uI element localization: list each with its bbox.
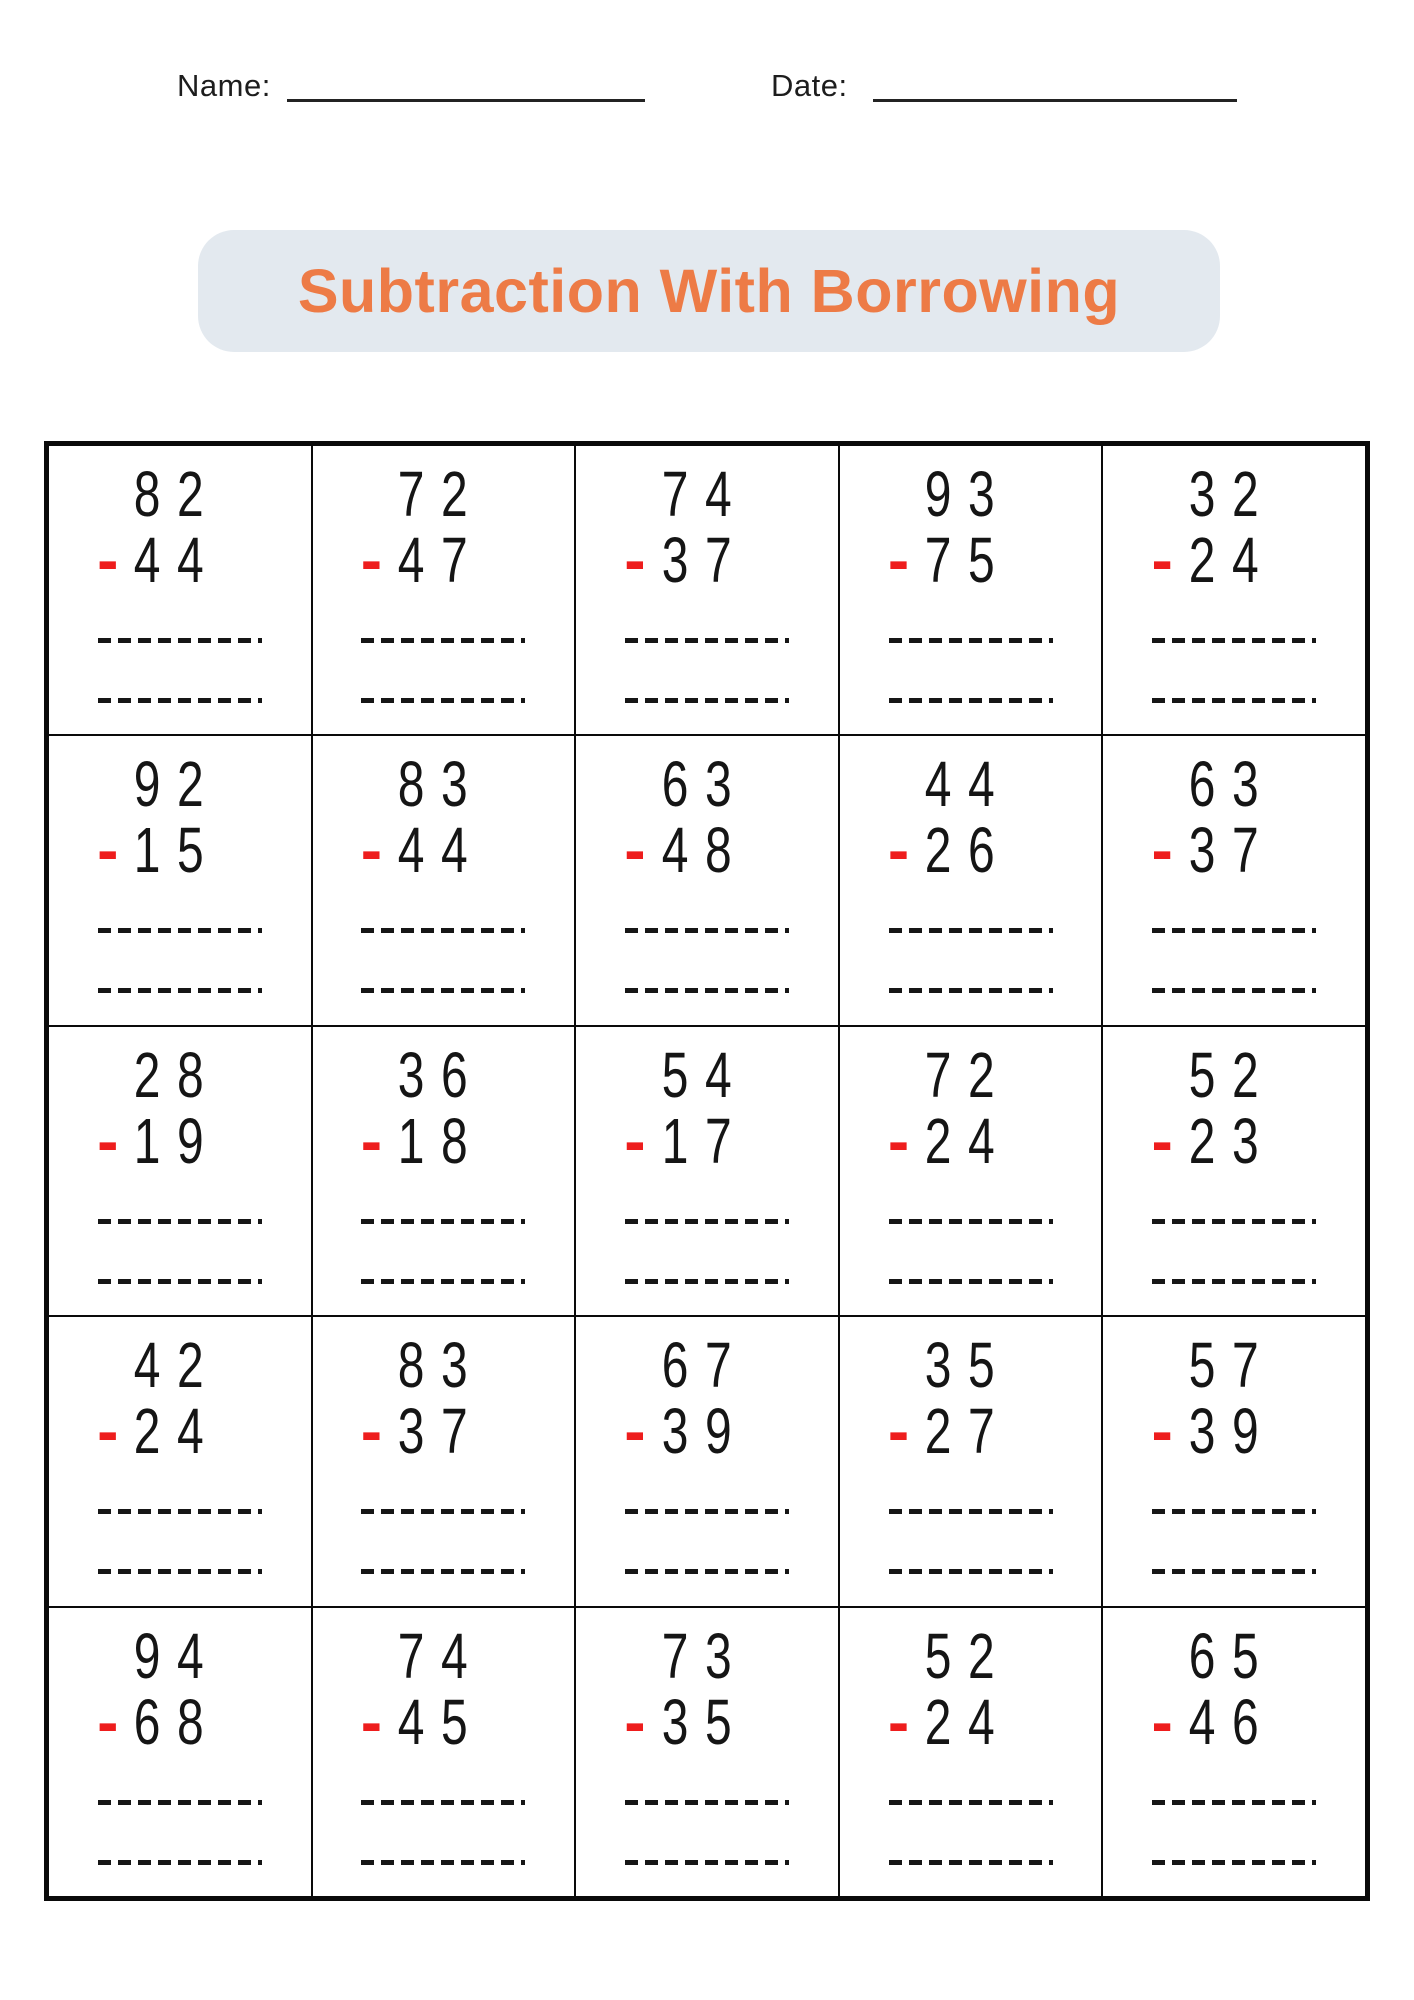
subtrahend: 24 xyxy=(925,1685,1012,1758)
minuend: 63 xyxy=(661,748,748,821)
subtrahend: 37 xyxy=(661,524,748,596)
subtrahend: 18 xyxy=(397,1104,485,1177)
minus-sign: - xyxy=(624,1395,646,1468)
subtrahend: 37 xyxy=(397,1395,485,1468)
answer-line[interactable] xyxy=(361,1509,525,1514)
minuend: 92 xyxy=(134,748,221,821)
answer-line[interactable] xyxy=(1152,1219,1316,1224)
minus-sign: - xyxy=(1151,524,1173,596)
answer-line[interactable] xyxy=(889,988,1053,993)
answer-line[interactable] xyxy=(361,1279,525,1284)
minus-sign: - xyxy=(624,814,646,887)
date-label: Date: xyxy=(771,68,848,103)
minus-sign: - xyxy=(887,1104,910,1177)
answer-line[interactable] xyxy=(98,698,262,703)
problem-cell xyxy=(48,1026,312,1316)
problem-cell xyxy=(48,1607,312,1897)
subtrahend: 37 xyxy=(1188,814,1275,887)
subtrahend: 24 xyxy=(1188,524,1275,596)
minus-sign: - xyxy=(624,1685,646,1758)
problem-cell xyxy=(1102,735,1366,1025)
answer-line[interactable] xyxy=(625,1509,789,1514)
minuend: 93 xyxy=(925,458,1012,530)
minuend: 74 xyxy=(397,1619,485,1692)
answer-line[interactable] xyxy=(98,638,262,643)
minuend: 54 xyxy=(661,1038,748,1111)
problem-cell xyxy=(48,445,312,735)
subtrahend: 17 xyxy=(661,1104,748,1177)
minuend: 73 xyxy=(661,1619,748,1692)
answer-line[interactable] xyxy=(361,1860,525,1865)
minuend: 32 xyxy=(1188,458,1275,530)
subtrahend: 44 xyxy=(134,524,221,596)
minus-sign: - xyxy=(1151,1685,1173,1758)
problem-cell xyxy=(575,445,839,735)
answer-line[interactable] xyxy=(98,1800,262,1805)
problem-cell xyxy=(1102,1316,1366,1606)
subtrahend: 68 xyxy=(134,1685,221,1758)
subtrahend: 15 xyxy=(134,814,221,887)
minuend: 83 xyxy=(397,748,485,821)
answer-line[interactable] xyxy=(1152,1279,1316,1284)
minus-sign: - xyxy=(97,1395,119,1468)
answer-line[interactable] xyxy=(361,1569,525,1574)
minus-sign: - xyxy=(360,814,382,887)
page-title: Subtraction With Borrowing xyxy=(297,257,1121,325)
subtrahend: 48 xyxy=(661,814,748,887)
worksheet-grid xyxy=(44,441,1370,1901)
minus-sign: - xyxy=(360,1685,382,1758)
answer-line[interactable] xyxy=(625,638,789,643)
subtrahend: 26 xyxy=(925,814,1012,887)
answer-line[interactable] xyxy=(361,988,525,993)
problem-cell xyxy=(312,1026,576,1316)
answer-line[interactable] xyxy=(98,988,262,993)
problem-cell xyxy=(575,1607,839,1897)
answer-line[interactable] xyxy=(1152,1569,1316,1574)
problem-cell xyxy=(839,1026,1103,1316)
minuend: 82 xyxy=(134,458,221,530)
subtrahend: 47 xyxy=(397,524,485,596)
subtrahend: 23 xyxy=(1188,1104,1275,1177)
answer-line[interactable] xyxy=(1152,698,1316,703)
answer-line[interactable] xyxy=(889,1219,1053,1224)
answer-line[interactable] xyxy=(889,1800,1053,1805)
minuend: 63 xyxy=(1188,748,1275,821)
answer-line[interactable] xyxy=(1152,638,1316,643)
minus-sign: - xyxy=(1151,814,1173,887)
answer-line[interactable] xyxy=(889,928,1053,933)
minus-sign: - xyxy=(887,1395,910,1468)
minus-sign: - xyxy=(360,524,382,596)
problem-cell xyxy=(1102,1607,1366,1897)
problem-cell xyxy=(312,1607,576,1897)
answer-line[interactable] xyxy=(1152,928,1316,933)
minuend: 83 xyxy=(397,1329,485,1402)
minus-sign: - xyxy=(97,814,119,887)
subtrahend: 44 xyxy=(397,814,485,887)
minus-sign: - xyxy=(1151,1104,1173,1177)
answer-line[interactable] xyxy=(98,928,262,933)
minus-sign: - xyxy=(97,524,119,596)
name-input-line[interactable] xyxy=(287,99,645,102)
problem-cell xyxy=(575,1026,839,1316)
subtrahend: 35 xyxy=(661,1685,748,1758)
minuend: 52 xyxy=(1188,1038,1275,1111)
answer-line[interactable] xyxy=(625,1800,789,1805)
minuend: 36 xyxy=(397,1038,485,1111)
problem-cell xyxy=(1102,1026,1366,1316)
answer-line[interactable] xyxy=(98,1569,262,1574)
answer-line[interactable] xyxy=(889,1569,1053,1574)
problem-cell xyxy=(839,735,1103,1025)
problem-cell xyxy=(575,735,839,1025)
answer-line[interactable] xyxy=(361,1219,525,1224)
minuend: 65 xyxy=(1188,1619,1275,1692)
subtrahend: 45 xyxy=(397,1685,485,1758)
minuend: 44 xyxy=(925,748,1012,821)
minus-sign: - xyxy=(624,524,646,596)
answer-line[interactable] xyxy=(625,698,789,703)
date-input-line[interactable] xyxy=(873,99,1237,102)
minuend: 74 xyxy=(661,458,748,530)
answer-line[interactable] xyxy=(625,1219,789,1224)
answer-line[interactable] xyxy=(889,1860,1053,1865)
answer-line[interactable] xyxy=(98,1219,262,1224)
subtrahend: 24 xyxy=(134,1395,221,1468)
problem-cell xyxy=(839,1316,1103,1606)
answer-line[interactable] xyxy=(625,1569,789,1574)
problem-cell xyxy=(1102,445,1366,735)
answer-line[interactable] xyxy=(361,638,525,643)
answer-line[interactable] xyxy=(889,1279,1053,1284)
subtrahend: 27 xyxy=(925,1395,1012,1468)
answer-line[interactable] xyxy=(98,1860,262,1865)
answer-line[interactable] xyxy=(625,988,789,993)
answer-line[interactable] xyxy=(1152,1860,1316,1865)
answer-line[interactable] xyxy=(625,1860,789,1865)
title-banner xyxy=(198,230,1220,352)
answer-line[interactable] xyxy=(361,1800,525,1805)
name-label: Name: xyxy=(177,68,271,103)
answer-line[interactable] xyxy=(98,1509,262,1514)
answer-line[interactable] xyxy=(1152,1509,1316,1514)
minuend: 72 xyxy=(925,1038,1012,1111)
answer-line[interactable] xyxy=(625,1279,789,1284)
answer-line[interactable] xyxy=(1152,1800,1316,1805)
answer-line[interactable] xyxy=(889,1509,1053,1514)
minus-sign: - xyxy=(1151,1395,1173,1468)
minuend: 42 xyxy=(134,1329,221,1402)
subtrahend: 75 xyxy=(925,524,1012,596)
problem-cell xyxy=(312,735,576,1025)
minus-sign: - xyxy=(887,1685,910,1758)
answer-line[interactable] xyxy=(889,638,1053,643)
minuend: 94 xyxy=(134,1619,221,1692)
minus-sign: - xyxy=(887,814,910,887)
minuend: 57 xyxy=(1188,1329,1275,1402)
minus-sign: - xyxy=(97,1685,119,1758)
problem-cell xyxy=(839,445,1103,735)
subtrahend: 24 xyxy=(925,1104,1012,1177)
minus-sign: - xyxy=(360,1395,382,1468)
minus-sign: - xyxy=(887,524,910,596)
problem-cell xyxy=(575,1316,839,1606)
problem-cell xyxy=(312,1316,576,1606)
answer-line[interactable] xyxy=(98,1279,262,1284)
problem-cell xyxy=(48,1316,312,1606)
minuend: 52 xyxy=(925,1619,1012,1692)
subtrahend: 46 xyxy=(1188,1685,1275,1758)
minus-sign: - xyxy=(360,1104,382,1177)
subtrahend: 39 xyxy=(661,1395,748,1468)
minuend: 35 xyxy=(925,1329,1012,1402)
answer-line[interactable] xyxy=(1152,988,1316,993)
minuend: 67 xyxy=(661,1329,748,1402)
answer-line[interactable] xyxy=(625,928,789,933)
problem-cell xyxy=(839,1607,1103,1897)
answer-line[interactable] xyxy=(889,698,1053,703)
minuend: 28 xyxy=(134,1038,221,1111)
minuend: 72 xyxy=(397,458,485,530)
answer-line[interactable] xyxy=(361,928,525,933)
answer-line[interactable] xyxy=(361,698,525,703)
minus-sign: - xyxy=(624,1104,646,1177)
problem-cell xyxy=(312,445,576,735)
subtrahend: 19 xyxy=(134,1104,221,1177)
subtrahend: 39 xyxy=(1188,1395,1275,1468)
problem-cell xyxy=(48,735,312,1025)
minus-sign: - xyxy=(97,1104,119,1177)
